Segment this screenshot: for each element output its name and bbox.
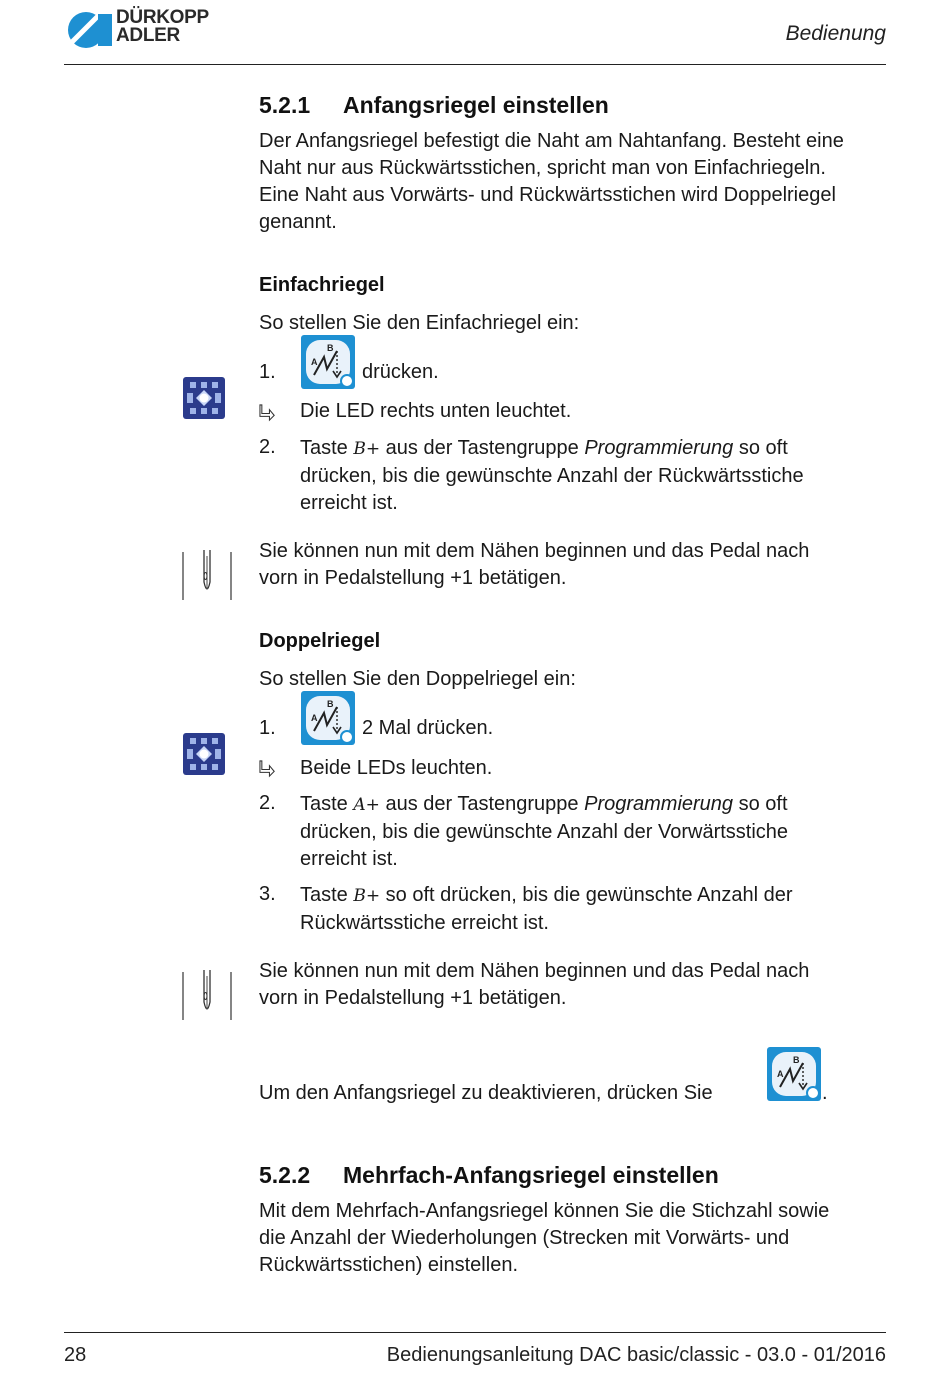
subheading-einfachriegel: Einfachriegel [259,274,385,296]
header-divider [64,64,886,65]
note-line: Sie können nun mit dem Nähen beginnen und das Pedal nach [259,540,810,562]
section-title: Anfangsriegel einstellen [343,92,609,118]
einfach-step2-number: 2. [259,436,276,458]
logo-text-line1: DÜRKOPP [116,7,209,28]
needle-note-icon [181,968,233,1020]
subheading-doppelriegel: Doppelriegel [259,630,381,652]
step-text-line: drücken, bis die gewünschte Anzahl der Vorwärtsstiche [300,821,789,843]
key-group-name: Programmierung [584,793,734,815]
step-text-part: so oft drücken, bis die gewünschte Anzahl der [380,884,793,906]
step-text-part: aus der Tastengruppe [380,437,585,459]
section-number: 5.2.2 [259,1162,311,1188]
s522-paragraph [259,1198,899,1279]
keypad-icon [183,733,225,775]
document-reference: Bedienungsanleitung DAC basic/classic - 03.0 - 01/2016 [386,1344,886,1366]
deactivate-period: . [822,1082,828,1104]
deactivate-text: Um den Anfangsriegel zu deaktivieren, drücken Sie [259,1082,713,1104]
key-label: A+ [353,795,380,815]
doppel-step2-text [300,791,900,873]
keypad-icon [183,377,225,419]
paragraph-line: Mit dem Mehrfach-Anfangsriegel können Sie die Stichzahl sowie [259,1200,830,1222]
step-text-line: drücken, bis die gewünschte Anzahl der Rückwärtsstiche [300,465,804,487]
start-bartack-key-icon [301,335,355,389]
start-bartack-key-icon [301,691,355,745]
doppel-result-text: Beide LEDs leuchten. [300,757,493,779]
doppel-note [259,958,899,1012]
einfach-step2-text [300,435,900,517]
header-section-title: Bedienung [785,22,886,45]
step-text-line: Rückwärtsstiche erreicht ist. [300,912,549,934]
logo-mark-icon [64,10,114,50]
page-number: 28 [64,1344,87,1366]
section-title: Mehrfach-Anfangsriegel einstellen [343,1162,719,1188]
section-heading-5-2-1 [259,92,609,119]
step-text-part: so oft [733,793,788,815]
doppel-step1-text: 2 Mal drücken. [362,717,494,739]
intro-line: genannt. [259,211,337,233]
section-heading-5-2-2 [259,1162,719,1189]
result-arrow-icon [259,760,277,778]
section-number: 5.2.1 [259,92,311,118]
key-group-name: Programmierung [584,437,734,459]
doppel-step1-number: 1. [259,717,276,739]
step-text-part: Taste [300,793,354,815]
doppel-lead: So stellen Sie den Doppelriegel ein: [259,668,576,690]
footer-divider [64,1332,886,1333]
step-text-line: erreicht ist. [300,848,398,870]
key-label: B+ [353,439,381,459]
company-logo [64,8,234,52]
einfach-step1-text: drücken. [362,361,439,383]
note-line: vorn in Pedalstellung +1 betätigen. [259,987,567,1009]
doppel-step3-number: 3. [259,883,276,905]
einfach-step1-number: 1. [259,361,276,383]
paragraph-line: Rückwärtsstichen) einstellen. [259,1254,518,1276]
intro-line: Eine Naht aus Vorwärts- und Rückwärtsstichen wird Doppelriegel [259,184,836,206]
step-text-part: so oft [733,437,788,459]
einfach-note [259,538,899,592]
logo-text-line2: ADLER [116,25,180,46]
step-text-part: Taste [300,884,354,906]
intro-line: Der Anfangsriegel befestigt die Naht am Nahtanfang. Besteht eine [259,130,844,152]
needle-note-icon [181,548,233,600]
doppel-step3-text [300,882,900,937]
step-text-line: erreicht ist. [300,492,398,514]
paragraph-line: die Anzahl der Wiederholungen (Strecken mit Vorwärts- und [259,1227,790,1249]
result-arrow-icon [259,404,277,422]
intro-paragraph [259,128,899,236]
note-line: Sie können nun mit dem Nähen beginnen und das Pedal nach [259,960,810,982]
intro-line: Naht nur aus Rückwärtsstichen, spricht man von Einfachriegeln. [259,157,826,179]
step-text-part: Taste [300,437,354,459]
einfach-lead: So stellen Sie den Einfachriegel ein: [259,312,580,334]
step-text-part: aus der Tastengruppe [379,793,585,815]
einfach-result-text: Die LED rechts unten leuchtet. [300,400,572,422]
start-bartack-key-icon [767,1047,821,1101]
note-line: vorn in Pedalstellung +1 betätigen. [259,567,567,589]
doppel-step2-number: 2. [259,792,276,814]
key-label: B+ [353,886,381,906]
